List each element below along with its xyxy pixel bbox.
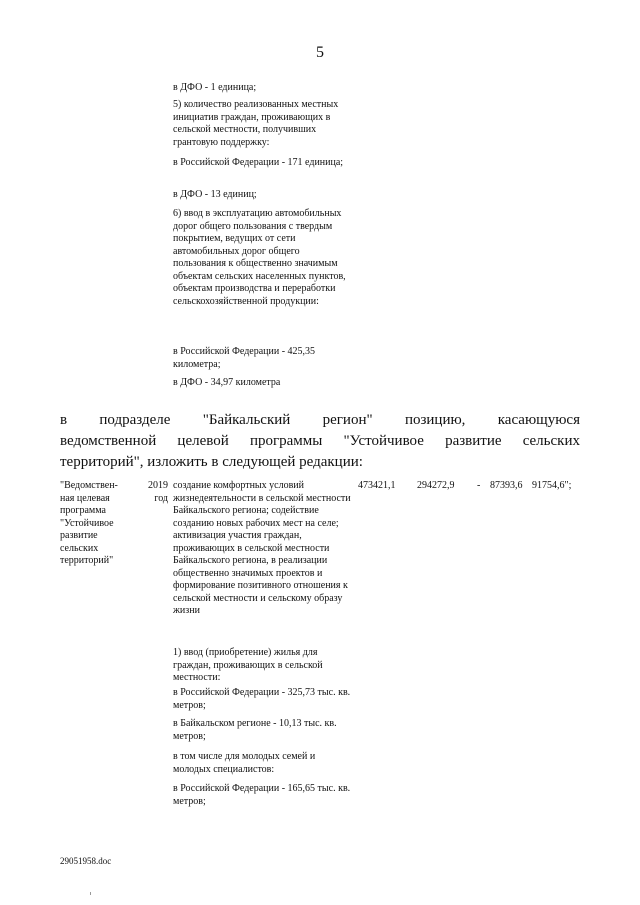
program-name-line: территорий"	[60, 555, 114, 566]
item-rf-171: в Российской Федерации - 171 единица;	[173, 157, 344, 168]
year-line: 2019	[148, 480, 168, 491]
program-housing-rf: в Российской Федерации - 325,73 тыс. кв. метров;	[173, 687, 351, 711]
value-regional: 87393,6	[490, 480, 523, 491]
word: целевой	[177, 433, 229, 449]
program-young-rf: в Российской Федерации - 165,65 тыс. кв. метров;	[173, 783, 351, 807]
scan-mark	[90, 892, 91, 895]
program-name-line: "Ведомствен-	[60, 480, 118, 491]
program-name-line: ная целевая	[60, 492, 110, 504]
footer-filename: 29051958.doc	[60, 856, 112, 866]
value-other: 91754,6";	[532, 480, 572, 491]
word: регион"	[322, 412, 373, 428]
word: "Устойчивое	[343, 433, 424, 449]
program-young: в том числе для молодых семей и молодых специалистов:	[173, 751, 316, 775]
word: ведомственной	[60, 433, 157, 449]
value-dash: -	[477, 480, 481, 491]
item-dfo-1: в ДФО - 1 единица;	[173, 82, 257, 93]
program-name	[60, 480, 138, 568]
year-line: год	[154, 492, 168, 504]
paragraph-line-2	[60, 431, 580, 452]
program-name-line: "Устойчивое	[60, 517, 114, 529]
item-rf-roads: в Российской Федерации - 425,35 километра;	[173, 346, 316, 370]
program-name-line: сельских	[60, 542, 99, 554]
item-roads: 6) ввод в эксплуатацию автомобильных дорог общего пользования с твердым покрытием, ведущих от сети автомобильных дорог общего пользования к общественно значимым объектам сельских населенных пунктов, объектам производства и переработки сельскохозяйственной продукции:	[173, 208, 346, 307]
item-dfo-roads: в ДФО - 34,97 километра	[173, 377, 281, 388]
item-dfo-13: в ДФО - 13 единиц;	[173, 189, 257, 200]
value-federal: 294272,9	[417, 480, 455, 491]
paragraph-line-1	[60, 410, 580, 431]
word: сельских	[522, 433, 580, 449]
word: "Байкальский	[202, 412, 291, 428]
value-total: 473421,1	[358, 480, 396, 491]
instruction-paragraph	[60, 410, 580, 473]
page-number: 5	[316, 44, 324, 61]
word: программы	[249, 433, 323, 449]
program-housing-baikal: в Байкальском регионе - 10,13 тыс. кв. метров;	[173, 718, 337, 742]
program-name-line: развитие	[60, 530, 98, 541]
word: позицию,	[404, 412, 466, 428]
program-year	[140, 480, 168, 505]
program-housing: 1) ввод (приобретение) жилья для граждан, проживающих в сельской местности:	[173, 647, 323, 683]
word: подразделе	[99, 412, 171, 428]
item-local-initiatives: 5) количество реализованных местных инициатив граждан, проживающих в сельской местности, получивших грантовую поддержку:	[173, 99, 339, 148]
word: в	[60, 412, 68, 428]
paragraph-line-3: территорий", изложить в следующей редакции:	[60, 454, 363, 470]
word: касающуюся	[497, 412, 580, 428]
word: развитие	[445, 433, 502, 449]
program-name-line: программа	[60, 505, 106, 516]
program-goal: создание комфортных условий жизнедеятельности в сельской местности Байкальского региона; содействие созданию новых рабочих мест на селе; активизация участия граждан, проживающих в сельской местности Байкальского региона, в реализации общественно значимых проектов и формирование позитивного отношения к сельской местности и сельскому образу жизни	[173, 480, 351, 616]
